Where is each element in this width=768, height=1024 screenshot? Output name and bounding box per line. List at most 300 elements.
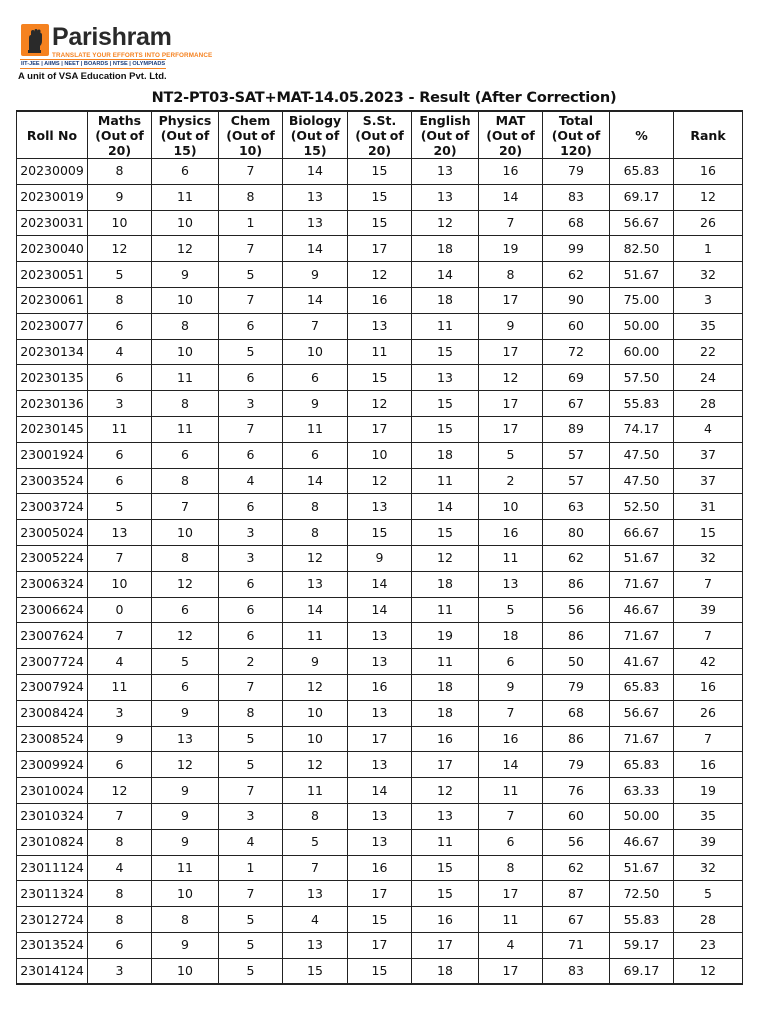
cell-sst: 12 [348, 391, 412, 417]
column-header-biology [283, 111, 348, 159]
cell-physics: 9 [152, 803, 219, 829]
cell-physics: 8 [152, 545, 219, 571]
column-header-chem [219, 111, 283, 159]
table-row [17, 623, 743, 649]
cell-mat: 7 [479, 210, 543, 236]
table-row [17, 778, 743, 804]
cell-biology: 13 [283, 881, 348, 907]
cell-mat: 17 [479, 881, 543, 907]
cell-total: 68 [543, 210, 610, 236]
cell-pct: 46.67 [610, 597, 674, 623]
column-header-label: English (Out of 20) [419, 113, 471, 158]
cell-rank: 26 [674, 700, 743, 726]
cell-roll: 20230009 [17, 159, 88, 185]
cell-sst: 13 [348, 494, 412, 520]
cell-english: 15 [412, 855, 479, 881]
cell-pct: 69.17 [610, 184, 674, 210]
cell-chem: 7 [219, 674, 283, 700]
table-row [17, 236, 743, 262]
cell-biology: 8 [283, 494, 348, 520]
cell-pct: 46.67 [610, 829, 674, 855]
cell-sst: 10 [348, 442, 412, 468]
cell-english: 14 [412, 494, 479, 520]
cell-roll: 23006624 [17, 597, 88, 623]
cell-mat: 13 [479, 571, 543, 597]
cell-physics: 11 [152, 184, 219, 210]
cell-chem: 1 [219, 855, 283, 881]
cell-sst: 15 [348, 365, 412, 391]
cell-total: 56 [543, 829, 610, 855]
cell-total: 79 [543, 159, 610, 185]
cell-roll: 20230040 [17, 236, 88, 262]
cell-rank: 37 [674, 442, 743, 468]
cell-rank: 28 [674, 391, 743, 417]
cell-physics: 11 [152, 365, 219, 391]
cell-physics: 12 [152, 571, 219, 597]
table-row [17, 416, 743, 442]
cell-maths: 8 [88, 907, 152, 933]
cell-total: 60 [543, 313, 610, 339]
table-row [17, 597, 743, 623]
cell-biology: 10 [283, 700, 348, 726]
table-row [17, 752, 743, 778]
cell-maths: 12 [88, 236, 152, 262]
cell-chem: 8 [219, 700, 283, 726]
cell-mat: 16 [479, 159, 543, 185]
cell-pct: 57.50 [610, 365, 674, 391]
cell-biology: 6 [283, 365, 348, 391]
cell-english: 15 [412, 881, 479, 907]
cell-pct: 51.67 [610, 855, 674, 881]
cell-pct: 63.33 [610, 778, 674, 804]
cell-pct: 74.17 [610, 416, 674, 442]
cell-chem: 8 [219, 184, 283, 210]
cell-roll: 20230031 [17, 210, 88, 236]
cell-mat: 17 [479, 416, 543, 442]
cell-physics: 5 [152, 649, 219, 675]
cell-rank: 12 [674, 184, 743, 210]
cell-mat: 11 [479, 545, 543, 571]
cell-mat: 9 [479, 674, 543, 700]
table-row [17, 700, 743, 726]
cell-sst: 13 [348, 700, 412, 726]
cell-english: 18 [412, 236, 479, 262]
cell-rank: 19 [674, 778, 743, 804]
cell-mat: 16 [479, 520, 543, 546]
cell-english: 12 [412, 545, 479, 571]
cell-roll: 20230019 [17, 184, 88, 210]
cell-pct: 71.67 [610, 726, 674, 752]
cell-chem: 7 [219, 236, 283, 262]
cell-biology: 8 [283, 520, 348, 546]
cell-pct: 60.00 [610, 339, 674, 365]
cell-mat: 9 [479, 313, 543, 339]
cell-physics: 10 [152, 287, 219, 313]
cell-biology: 13 [283, 184, 348, 210]
cell-rank: 16 [674, 752, 743, 778]
cell-english: 18 [412, 700, 479, 726]
cell-roll: 20230061 [17, 287, 88, 313]
cell-chem: 7 [219, 287, 283, 313]
cell-maths: 10 [88, 210, 152, 236]
cell-mat: 17 [479, 287, 543, 313]
cell-rank: 24 [674, 365, 743, 391]
cell-chem: 6 [219, 442, 283, 468]
cell-physics: 9 [152, 932, 219, 958]
cell-total: 57 [543, 442, 610, 468]
cell-maths: 5 [88, 494, 152, 520]
cell-roll: 20230145 [17, 416, 88, 442]
cell-english: 13 [412, 159, 479, 185]
cell-sst: 12 [348, 262, 412, 288]
cell-rank: 7 [674, 623, 743, 649]
cell-biology: 12 [283, 752, 348, 778]
cell-biology: 11 [283, 778, 348, 804]
cell-physics: 8 [152, 313, 219, 339]
cell-maths: 11 [88, 674, 152, 700]
cell-maths: 7 [88, 623, 152, 649]
cell-sst: 15 [348, 159, 412, 185]
cell-roll: 20230134 [17, 339, 88, 365]
cell-sst: 13 [348, 623, 412, 649]
cell-maths: 3 [88, 700, 152, 726]
cell-sst: 9 [348, 545, 412, 571]
cell-roll: 23011324 [17, 881, 88, 907]
brand-tagline: TRANSLATE YOUR EFFORTS INTO PERFORMANCE [52, 52, 213, 59]
cell-total: 69 [543, 365, 610, 391]
cell-mat: 8 [479, 855, 543, 881]
cell-biology: 14 [283, 236, 348, 262]
cell-maths: 6 [88, 752, 152, 778]
cell-roll: 23010024 [17, 778, 88, 804]
column-header-label: Total (Out of 120) [551, 113, 601, 158]
cell-english: 18 [412, 571, 479, 597]
cell-total: 90 [543, 287, 610, 313]
cell-rank: 39 [674, 597, 743, 623]
column-header-sst [348, 111, 412, 159]
cell-mat: 6 [479, 829, 543, 855]
cell-physics: 9 [152, 829, 219, 855]
cell-maths: 8 [88, 287, 152, 313]
cell-roll: 23003524 [17, 468, 88, 494]
cell-roll: 23011124 [17, 855, 88, 881]
cell-rank: 23 [674, 932, 743, 958]
cell-maths: 9 [88, 726, 152, 752]
cell-chem: 3 [219, 391, 283, 417]
cell-maths: 6 [88, 932, 152, 958]
table-row [17, 339, 743, 365]
cell-english: 12 [412, 210, 479, 236]
cell-total: 87 [543, 881, 610, 907]
cell-mat: 16 [479, 726, 543, 752]
cell-rank: 37 [674, 468, 743, 494]
table-row [17, 365, 743, 391]
cell-chem: 5 [219, 726, 283, 752]
cell-sst: 13 [348, 829, 412, 855]
cell-chem: 4 [219, 468, 283, 494]
cell-rank: 7 [674, 726, 743, 752]
cell-total: 71 [543, 932, 610, 958]
table-row [17, 391, 743, 417]
cell-pct: 51.67 [610, 545, 674, 571]
cell-english: 18 [412, 442, 479, 468]
cell-biology: 7 [283, 855, 348, 881]
cell-biology: 9 [283, 391, 348, 417]
cell-chem: 7 [219, 416, 283, 442]
table-row [17, 545, 743, 571]
cell-total: 86 [543, 726, 610, 752]
cell-pct: 55.83 [610, 391, 674, 417]
cell-pct: 47.50 [610, 442, 674, 468]
cell-chem: 7 [219, 159, 283, 185]
cell-english: 18 [412, 287, 479, 313]
cell-physics: 9 [152, 262, 219, 288]
cell-mat: 11 [479, 907, 543, 933]
cell-maths: 4 [88, 339, 152, 365]
column-header-english [412, 111, 479, 159]
cell-english: 18 [412, 958, 479, 984]
cell-mat: 14 [479, 752, 543, 778]
column-header-label: Maths (Out of 20) [95, 113, 144, 158]
cell-chem: 5 [219, 339, 283, 365]
cell-rank: 32 [674, 545, 743, 571]
cell-chem: 6 [219, 313, 283, 339]
table-row [17, 313, 743, 339]
cell-maths: 6 [88, 442, 152, 468]
cell-rank: 1 [674, 236, 743, 262]
column-header-label: Roll No [26, 127, 78, 143]
cell-english: 14 [412, 262, 479, 288]
table-row [17, 649, 743, 675]
table-row [17, 287, 743, 313]
cell-sst: 15 [348, 210, 412, 236]
cell-physics: 8 [152, 468, 219, 494]
cell-sst: 15 [348, 958, 412, 984]
cell-pct: 52.50 [610, 494, 674, 520]
cell-physics: 6 [152, 597, 219, 623]
cell-maths: 3 [88, 958, 152, 984]
cell-maths: 4 [88, 649, 152, 675]
cell-mat: 12 [479, 365, 543, 391]
cell-total: 56 [543, 597, 610, 623]
table-row [17, 159, 743, 185]
cell-roll: 20230135 [17, 365, 88, 391]
cell-english: 12 [412, 778, 479, 804]
cell-total: 86 [543, 623, 610, 649]
cell-biology: 8 [283, 803, 348, 829]
cell-pct: 55.83 [610, 907, 674, 933]
cell-pct: 66.67 [610, 520, 674, 546]
cell-rank: 7 [674, 571, 743, 597]
cell-biology: 9 [283, 262, 348, 288]
cell-sst: 16 [348, 674, 412, 700]
cell-physics: 12 [152, 623, 219, 649]
cell-english: 19 [412, 623, 479, 649]
column-header-roll [17, 111, 88, 159]
table-body [17, 159, 743, 985]
cell-sst: 15 [348, 907, 412, 933]
cell-mat: 18 [479, 623, 543, 649]
cell-maths: 7 [88, 545, 152, 571]
table-row [17, 958, 743, 984]
cell-roll: 23009924 [17, 752, 88, 778]
cell-roll: 23012724 [17, 907, 88, 933]
cell-sst: 13 [348, 752, 412, 778]
cell-sst: 16 [348, 855, 412, 881]
cell-mat: 5 [479, 597, 543, 623]
table-row [17, 494, 743, 520]
cell-chem: 6 [219, 623, 283, 649]
column-header-label: S.St. (Out of 20) [355, 113, 404, 158]
cell-sst: 17 [348, 726, 412, 752]
cell-chem: 7 [219, 778, 283, 804]
cell-total: 72 [543, 339, 610, 365]
cell-roll: 23007724 [17, 649, 88, 675]
table-row [17, 907, 743, 933]
cell-sst: 16 [348, 287, 412, 313]
cell-english: 11 [412, 313, 479, 339]
cell-sst: 15 [348, 184, 412, 210]
cell-maths: 3 [88, 391, 152, 417]
cell-biology: 12 [283, 545, 348, 571]
cell-chem: 5 [219, 262, 283, 288]
cell-roll: 23001924 [17, 442, 88, 468]
table-row [17, 803, 743, 829]
brand-unit: A unit of VSA Education Pvt. Ltd. [18, 71, 167, 82]
cell-pct: 71.67 [610, 571, 674, 597]
cell-roll: 20230051 [17, 262, 88, 288]
cell-roll: 23007924 [17, 674, 88, 700]
cell-rank: 16 [674, 674, 743, 700]
cell-roll: 23003724 [17, 494, 88, 520]
cell-maths: 5 [88, 262, 152, 288]
cell-physics: 11 [152, 855, 219, 881]
cell-roll: 23013524 [17, 932, 88, 958]
cell-maths: 13 [88, 520, 152, 546]
cell-english: 13 [412, 803, 479, 829]
cell-physics: 11 [152, 416, 219, 442]
cell-sst: 11 [348, 339, 412, 365]
cell-pct: 65.83 [610, 752, 674, 778]
cell-biology: 14 [283, 468, 348, 494]
cell-physics: 10 [152, 210, 219, 236]
cell-maths: 6 [88, 468, 152, 494]
cell-rank: 5 [674, 881, 743, 907]
cell-rank: 22 [674, 339, 743, 365]
cell-english: 16 [412, 726, 479, 752]
cell-maths: 6 [88, 313, 152, 339]
cell-sst: 17 [348, 932, 412, 958]
cell-total: 80 [543, 520, 610, 546]
cell-rank: 16 [674, 159, 743, 185]
cell-chem: 6 [219, 597, 283, 623]
cell-biology: 14 [283, 159, 348, 185]
cell-mat: 19 [479, 236, 543, 262]
cell-total: 68 [543, 700, 610, 726]
cell-rank: 3 [674, 287, 743, 313]
cell-english: 11 [412, 597, 479, 623]
result-table [16, 110, 743, 985]
cell-total: 57 [543, 468, 610, 494]
cell-chem: 3 [219, 545, 283, 571]
cell-sst: 14 [348, 597, 412, 623]
cell-mat: 7 [479, 700, 543, 726]
cell-roll: 23006324 [17, 571, 88, 597]
cell-biology: 11 [283, 416, 348, 442]
cell-pct: 71.67 [610, 623, 674, 649]
cell-roll: 20230077 [17, 313, 88, 339]
cell-sst: 13 [348, 313, 412, 339]
cell-total: 76 [543, 778, 610, 804]
table-row [17, 932, 743, 958]
cell-biology: 15 [283, 958, 348, 984]
cell-total: 62 [543, 855, 610, 881]
cell-maths: 8 [88, 881, 152, 907]
cell-roll: 23010824 [17, 829, 88, 855]
cell-pct: 50.00 [610, 313, 674, 339]
cell-rank: 31 [674, 494, 743, 520]
column-header-label: Rank [690, 127, 726, 143]
cell-english: 15 [412, 391, 479, 417]
cell-pct: 56.67 [610, 700, 674, 726]
cell-physics: 13 [152, 726, 219, 752]
cell-biology: 9 [283, 649, 348, 675]
cell-english: 11 [412, 468, 479, 494]
cell-chem: 5 [219, 907, 283, 933]
cell-mat: 17 [479, 391, 543, 417]
cell-chem: 6 [219, 365, 283, 391]
cell-english: 13 [412, 184, 479, 210]
cell-physics: 10 [152, 339, 219, 365]
cell-rank: 35 [674, 313, 743, 339]
cell-pct: 82.50 [610, 236, 674, 262]
cell-total: 60 [543, 803, 610, 829]
cell-rank: 28 [674, 907, 743, 933]
cell-chem: 3 [219, 520, 283, 546]
cell-physics: 6 [152, 159, 219, 185]
cell-sst: 17 [348, 416, 412, 442]
cell-total: 63 [543, 494, 610, 520]
cell-mat: 10 [479, 494, 543, 520]
table-row [17, 881, 743, 907]
cell-english: 17 [412, 932, 479, 958]
cell-rank: 39 [674, 829, 743, 855]
column-header-label: Physics (Out of 15) [158, 113, 212, 158]
table-row [17, 571, 743, 597]
cell-maths: 12 [88, 778, 152, 804]
cell-maths: 10 [88, 571, 152, 597]
cell-english: 15 [412, 339, 479, 365]
cell-maths: 4 [88, 855, 152, 881]
cell-sst: 17 [348, 881, 412, 907]
cell-roll: 23008524 [17, 726, 88, 752]
cell-biology: 5 [283, 829, 348, 855]
cell-biology: 13 [283, 571, 348, 597]
cell-physics: 8 [152, 391, 219, 417]
cell-maths: 7 [88, 803, 152, 829]
cell-chem: 5 [219, 752, 283, 778]
column-header-label: Chem (Out of 10) [226, 113, 275, 158]
cell-rank: 35 [674, 803, 743, 829]
cell-pct: 65.83 [610, 159, 674, 185]
cell-pct: 59.17 [610, 932, 674, 958]
cell-biology: 10 [283, 339, 348, 365]
cell-rank: 32 [674, 262, 743, 288]
cell-physics: 10 [152, 881, 219, 907]
cell-maths: 8 [88, 159, 152, 185]
cell-english: 15 [412, 416, 479, 442]
cell-pct: 69.17 [610, 958, 674, 984]
